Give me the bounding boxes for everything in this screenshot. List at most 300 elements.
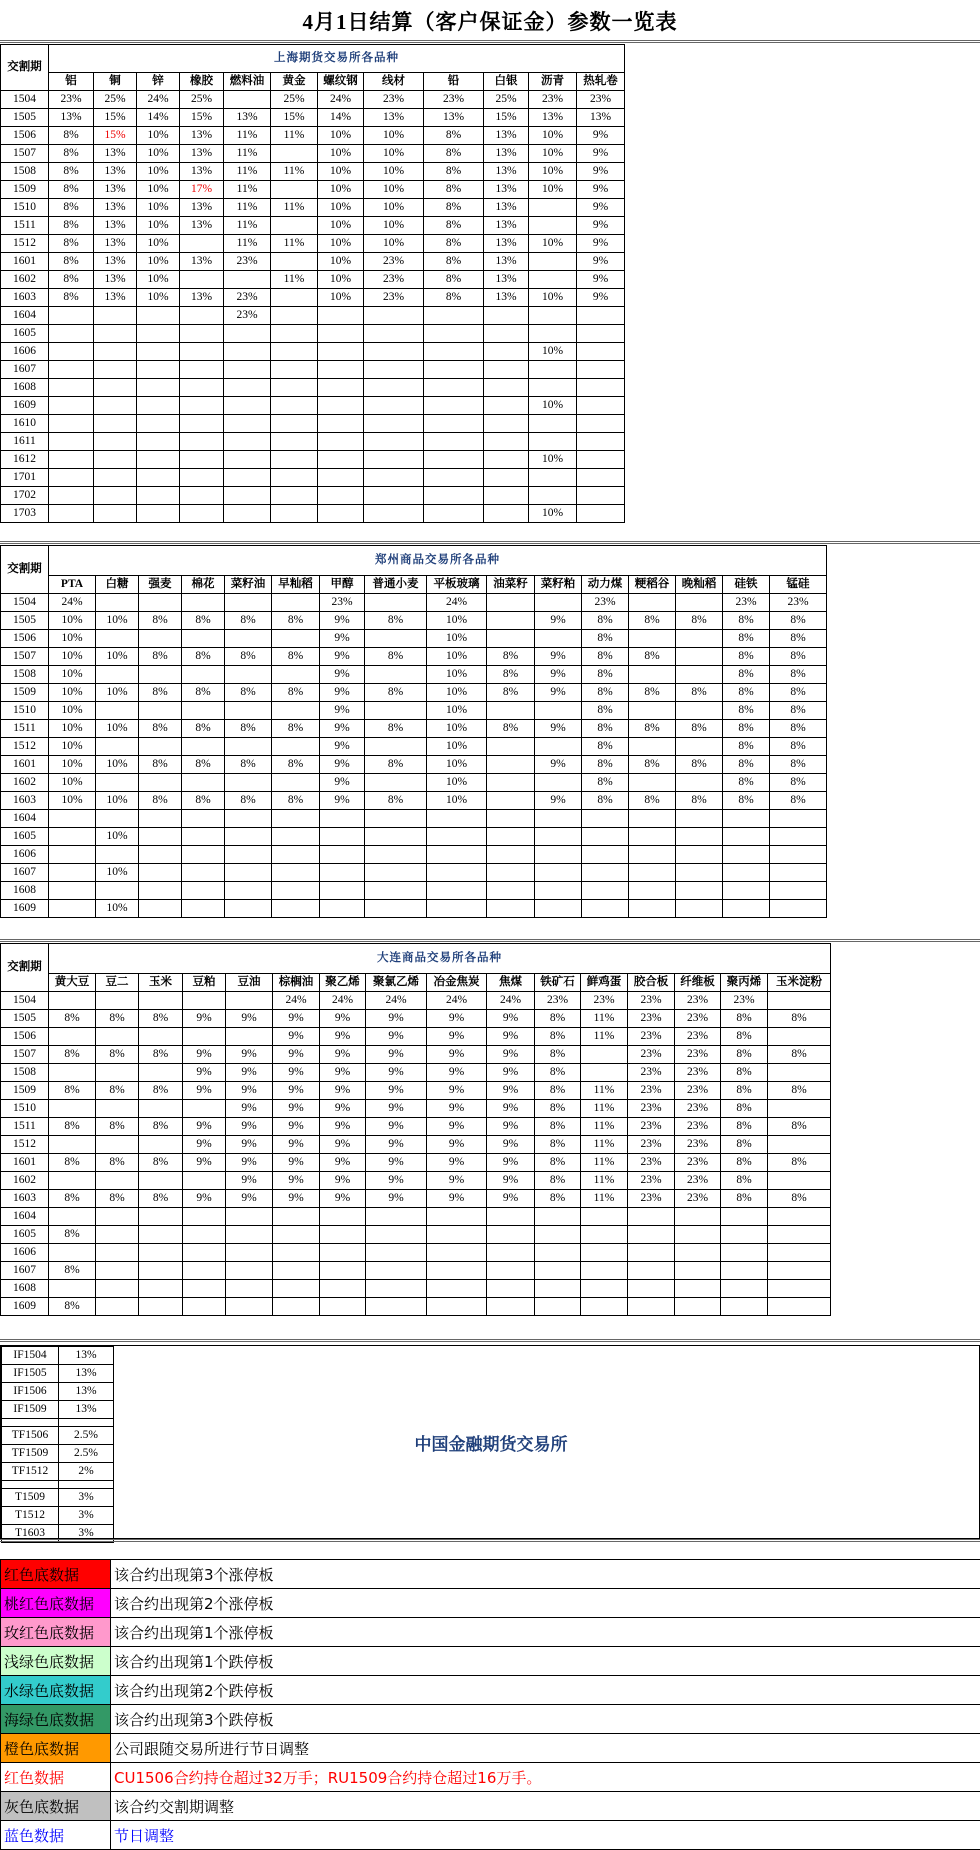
margin-cell	[224, 379, 271, 397]
delivery-month-cell: 1606	[1, 846, 49, 864]
margin-cell: 8%	[723, 738, 770, 756]
margin-cell	[318, 307, 364, 325]
margin-cell: 8%	[770, 612, 827, 630]
margin-cell: 10%	[137, 163, 180, 181]
margin-cell	[225, 738, 272, 756]
margin-cell	[424, 451, 484, 469]
margin-cell: 13%	[529, 109, 577, 127]
margin-cell	[137, 379, 180, 397]
margin-cell: 9%	[320, 630, 365, 648]
legend-swatch-label: 蓝色数据	[1, 1821, 111, 1850]
margin-cell	[768, 1100, 831, 1118]
margin-cell	[94, 325, 137, 343]
margin-cell	[139, 594, 182, 612]
margin-cell: 8%	[49, 1010, 96, 1028]
margin-cell	[225, 810, 272, 828]
margin-cell: 23%	[675, 1100, 721, 1118]
margin-cell: 10%	[318, 253, 364, 271]
margin-cell	[364, 433, 424, 451]
margin-cell	[225, 900, 272, 918]
margin-cell	[487, 612, 535, 630]
margin-cell	[272, 864, 320, 882]
margin-cell	[139, 1064, 183, 1082]
margin-cell: 8%	[365, 792, 427, 810]
margin-cell: 9%	[535, 792, 582, 810]
exchange-header-row	[1, 944, 831, 974]
margin-cell: 11%	[271, 199, 318, 217]
margin-cell	[94, 343, 137, 361]
delivery-month-cell: 1506	[1, 630, 49, 648]
margin-cell	[427, 846, 487, 864]
margin-cell	[487, 1244, 535, 1262]
margin-cell	[365, 630, 427, 648]
table-row	[1, 828, 827, 846]
margin-cell: 10%	[96, 684, 139, 702]
margin-cell: 13%	[180, 217, 224, 235]
margin-cell	[582, 882, 629, 900]
margin-cell: 23%	[721, 992, 768, 1010]
table-row	[1, 199, 625, 217]
margin-cell: 8%	[629, 648, 676, 666]
margin-cell: 8%	[723, 684, 770, 702]
margin-cell	[424, 487, 484, 505]
margin-cell	[675, 1244, 721, 1262]
delivery-month-cell: 1604	[1, 810, 49, 828]
margin-cell: 9%	[577, 199, 625, 217]
margin-cell	[577, 505, 625, 523]
divider	[0, 939, 980, 942]
margin-cell: 8%	[676, 612, 723, 630]
margin-cell	[272, 738, 320, 756]
margin-cell: 25%	[271, 91, 318, 109]
margin-cell: 15%	[94, 109, 137, 127]
margin-cell: 10%	[427, 774, 487, 792]
margin-cell: 10%	[427, 666, 487, 684]
delivery-month-cell: 1701	[1, 469, 49, 487]
margin-cell: 13%	[49, 109, 94, 127]
margin-cell: 9%	[427, 1136, 487, 1154]
margin-cell	[182, 882, 225, 900]
margin-cell: 9%	[183, 1082, 226, 1100]
margin-cell: 8%	[225, 792, 272, 810]
margin-cell: 9%	[535, 756, 582, 774]
margin-cell: 8%	[272, 720, 320, 738]
margin-cell	[96, 1244, 139, 1262]
dce-section	[0, 943, 831, 1316]
table-row	[1, 1190, 831, 1208]
margin-cell	[675, 1208, 721, 1226]
contract-cell: TF1506	[2, 1427, 59, 1445]
column-header: 菜籽粕	[535, 576, 582, 594]
margin-cell: 9%	[320, 1028, 366, 1046]
margin-cell	[49, 1136, 96, 1154]
margin-cell	[487, 756, 535, 774]
margin-cell	[364, 451, 424, 469]
margin-cell	[318, 379, 364, 397]
margin-cell: 13%	[180, 199, 224, 217]
margin-cell	[273, 1244, 320, 1262]
margin-cell: 8%	[139, 1082, 183, 1100]
delivery-month-cell: 1504	[1, 91, 49, 109]
margin-cell: 9%	[487, 1064, 535, 1082]
margin-cell	[427, 1244, 487, 1262]
table-row	[1, 325, 625, 343]
margin-cell	[676, 864, 723, 882]
margin-cell: 23%	[628, 1028, 675, 1046]
margin-cell: 8%	[182, 684, 225, 702]
margin-cell	[94, 307, 137, 325]
margin-cell: 3%	[59, 1525, 114, 1543]
margin-cell	[768, 1136, 831, 1154]
margin-cell	[318, 415, 364, 433]
margin-cell: 8%	[723, 612, 770, 630]
margin-cell: 8%	[768, 1082, 831, 1100]
margin-cell	[137, 325, 180, 343]
margin-cell	[225, 774, 272, 792]
margin-cell	[139, 1172, 183, 1190]
margin-cell	[365, 810, 427, 828]
margin-cell: 9%	[183, 1010, 226, 1028]
table-row	[1, 1136, 831, 1154]
margin-cell: 9%	[183, 1190, 226, 1208]
margin-cell: 8%	[139, 1118, 183, 1136]
margin-cell: 9%	[183, 1154, 226, 1172]
margin-cell: 9%	[226, 1100, 273, 1118]
margin-cell: 9%	[320, 792, 365, 810]
margin-cell	[96, 1172, 139, 1190]
margin-cell: 24%	[49, 594, 96, 612]
margin-cell	[487, 792, 535, 810]
margin-cell	[182, 846, 225, 864]
margin-cell	[535, 828, 582, 846]
margin-cell	[224, 451, 271, 469]
margin-cell: 23%	[675, 992, 721, 1010]
margin-cell	[628, 1244, 675, 1262]
margin-cell	[271, 397, 318, 415]
margin-cell	[721, 1298, 768, 1316]
margin-cell: 10%	[137, 289, 180, 307]
margin-cell: 9%	[487, 1046, 535, 1064]
contract-cell: IF1505	[2, 1365, 59, 1383]
table-row	[1, 648, 827, 666]
margin-cell: 10%	[529, 343, 577, 361]
margin-cell	[180, 487, 224, 505]
margin-cell: 9%	[366, 1082, 427, 1100]
table-row	[1, 235, 625, 253]
margin-cell	[628, 1262, 675, 1280]
margin-cell: 10%	[529, 397, 577, 415]
margin-cell: 10%	[427, 720, 487, 738]
legend-description: 该合约出现第3个跌停板	[111, 1705, 980, 1734]
shfe-section	[0, 44, 625, 523]
margin-cell: 8%	[424, 253, 484, 271]
table-row	[2, 1445, 114, 1463]
column-header: 晚籼稻	[676, 576, 723, 594]
table-row	[1, 217, 625, 235]
delivery-month-cell: 1609	[1, 900, 49, 918]
contract-cell: T1512	[2, 1507, 59, 1525]
margin-cell	[318, 505, 364, 523]
margin-cell	[427, 1280, 487, 1298]
margin-cell	[96, 1280, 139, 1298]
margin-cell	[180, 235, 224, 253]
delivery-month-cell: 1703	[1, 505, 49, 523]
margin-cell	[139, 828, 182, 846]
column-header: 豆二	[96, 974, 139, 992]
margin-cell: 8%	[49, 253, 94, 271]
margin-cell	[535, 846, 582, 864]
margin-cell: 8%	[49, 163, 94, 181]
margin-cell: 8%	[770, 738, 827, 756]
margin-cell: 8%	[182, 612, 225, 630]
column-header: 玉米	[139, 974, 183, 992]
margin-cell: 13%	[94, 181, 137, 199]
table-row	[1, 1028, 831, 1046]
margin-cell	[364, 505, 424, 523]
margin-cell: 10%	[49, 630, 96, 648]
margin-cell	[225, 864, 272, 882]
table-row	[1, 594, 827, 612]
margin-cell: 11%	[271, 163, 318, 181]
margin-cell: 9%	[366, 1028, 427, 1046]
column-header: 橡胶	[180, 73, 224, 91]
margin-cell	[628, 1280, 675, 1298]
margin-cell: 9%	[273, 1064, 320, 1082]
margin-cell	[183, 1244, 226, 1262]
margin-cell	[183, 1028, 226, 1046]
margin-cell: 8%	[487, 720, 535, 738]
margin-cell: 11%	[581, 1100, 628, 1118]
margin-cell: 8%	[676, 792, 723, 810]
margin-cell: 13%	[484, 289, 529, 307]
margin-cell: 9%	[487, 1028, 535, 1046]
margin-cell	[676, 774, 723, 792]
column-header: 白银	[484, 73, 529, 91]
margin-cell: 23%	[49, 91, 94, 109]
margin-cell: 9%	[487, 1100, 535, 1118]
legend-swatch-label: 海绿色底数据	[1, 1705, 111, 1734]
margin-cell: 13%	[484, 253, 529, 271]
margin-cell	[629, 828, 676, 846]
margin-cell	[318, 451, 364, 469]
margin-cell	[59, 1419, 114, 1427]
margin-cell	[768, 1280, 831, 1298]
margin-cell	[139, 1226, 183, 1244]
margin-cell: 8%	[582, 792, 629, 810]
margin-cell	[224, 343, 271, 361]
margin-cell: 25%	[94, 91, 137, 109]
margin-cell	[768, 992, 831, 1010]
margin-cell	[487, 828, 535, 846]
margin-cell	[365, 702, 427, 720]
delivery-month-cell: 1608	[1, 379, 49, 397]
margin-cell	[183, 1208, 226, 1226]
margin-cell	[139, 992, 183, 1010]
margin-cell: 23%	[628, 1064, 675, 1082]
column-header-row	[1, 974, 831, 992]
margin-cell	[770, 846, 827, 864]
margin-cell: 8%	[96, 1010, 139, 1028]
margin-cell	[366, 1262, 427, 1280]
divider	[0, 1339, 980, 1342]
margin-cell: 15%	[271, 109, 318, 127]
margin-cell	[577, 397, 625, 415]
margin-cell: 8%	[535, 1010, 581, 1028]
delivery-month-cell: 1605	[1, 325, 49, 343]
margin-cell	[226, 1280, 273, 1298]
margin-cell: 9%	[320, 1082, 366, 1100]
margin-cell	[676, 666, 723, 684]
margin-cell	[577, 307, 625, 325]
table-row	[1, 343, 625, 361]
margin-cell: 10%	[427, 792, 487, 810]
margin-cell: 13%	[364, 109, 424, 127]
delivery-month-cell: 1506	[1, 127, 49, 145]
margin-cell	[535, 702, 582, 720]
margin-cell: 13%	[577, 109, 625, 127]
margin-cell: 10%	[49, 684, 96, 702]
delivery-month-cell: 1507	[1, 145, 49, 163]
margin-cell: 13%	[180, 289, 224, 307]
margin-cell	[768, 1172, 831, 1190]
margin-cell: 10%	[96, 756, 139, 774]
margin-cell	[180, 379, 224, 397]
margin-cell	[139, 846, 182, 864]
margin-cell: 8%	[139, 684, 182, 702]
margin-cell	[94, 415, 137, 433]
margin-cell: 8%	[582, 738, 629, 756]
margin-cell: 10%	[427, 648, 487, 666]
margin-cell	[675, 1262, 721, 1280]
margin-cell: 10%	[427, 684, 487, 702]
margin-cell	[137, 451, 180, 469]
margin-cell: 10%	[318, 127, 364, 145]
legend-row	[1, 1821, 980, 1850]
delivery-month-cell: 1702	[1, 487, 49, 505]
margin-cell: 8%	[49, 217, 94, 235]
margin-cell: 8%	[424, 163, 484, 181]
margin-cell	[137, 397, 180, 415]
table-row	[1, 1100, 831, 1118]
margin-cell	[629, 774, 676, 792]
column-header: 热轧卷	[577, 73, 625, 91]
margin-cell	[770, 864, 827, 882]
margin-cell	[577, 343, 625, 361]
margin-cell: 11%	[581, 1172, 628, 1190]
margin-cell	[364, 397, 424, 415]
margin-cell: 10%	[137, 181, 180, 199]
margin-cell	[271, 379, 318, 397]
margin-cell	[770, 882, 827, 900]
table-row	[1, 882, 827, 900]
margin-cell: 8%	[582, 774, 629, 792]
margin-cell	[224, 433, 271, 451]
margin-cell: 10%	[529, 145, 577, 163]
delivery-month-cell: 1504	[1, 594, 49, 612]
margin-cell	[272, 810, 320, 828]
margin-cell: 10%	[364, 181, 424, 199]
margin-cell	[582, 864, 629, 882]
delivery-month-cell: 1604	[1, 1208, 49, 1226]
margin-cell: 13%	[224, 109, 271, 127]
margin-cell: 23%	[424, 91, 484, 109]
exchange-header-row	[1, 45, 625, 73]
margin-cell: 23%	[675, 1118, 721, 1136]
margin-cell	[49, 828, 96, 846]
margin-cell: 10%	[427, 630, 487, 648]
margin-cell: 8%	[629, 720, 676, 738]
margin-cell	[535, 1226, 581, 1244]
margin-cell: 8%	[49, 1082, 96, 1100]
margin-cell: 8%	[723, 774, 770, 792]
margin-cell	[49, 1208, 96, 1226]
contract-cell: TF1509	[2, 1445, 59, 1463]
margin-cell: 8%	[535, 1028, 581, 1046]
margin-cell: 8%	[139, 612, 182, 630]
margin-cell: 8%	[770, 702, 827, 720]
margin-cell	[94, 469, 137, 487]
margin-cell	[318, 487, 364, 505]
margin-cell: 9%	[320, 738, 365, 756]
margin-cell	[96, 1028, 139, 1046]
margin-cell: 11%	[271, 271, 318, 289]
delivery-month-cell: 1601	[1, 253, 49, 271]
margin-cell: 10%	[49, 792, 96, 810]
margin-cell: 9%	[320, 612, 365, 630]
margin-cell: 13%	[94, 253, 137, 271]
margin-cell	[629, 702, 676, 720]
margin-cell: 8%	[676, 756, 723, 774]
margin-cell: 8%	[721, 1154, 768, 1172]
shfe-exchange-name: 上海期货交易所各品种	[49, 45, 625, 73]
delivery-month-cell: 1601	[1, 756, 49, 774]
margin-cell	[96, 666, 139, 684]
margin-cell	[49, 1100, 96, 1118]
margin-cell	[535, 738, 582, 756]
margin-cell	[424, 361, 484, 379]
exchange-header-row	[1, 546, 827, 576]
margin-cell	[225, 702, 272, 720]
column-header: 鲜鸡蛋	[581, 974, 628, 992]
margin-cell: 10%	[49, 648, 96, 666]
margin-cell	[180, 469, 224, 487]
margin-cell: 10%	[364, 163, 424, 181]
margin-cell: 23%	[628, 1136, 675, 1154]
margin-cell: 9%	[535, 720, 582, 738]
margin-cell: 23%	[364, 91, 424, 109]
column-header: 聚氯乙烯	[366, 974, 427, 992]
margin-cell: 10%	[318, 217, 364, 235]
delivery-month-cell: 1511	[1, 1118, 49, 1136]
margin-cell: 8%	[582, 702, 629, 720]
table-row	[1, 1046, 831, 1064]
delivery-month-cell: 1510	[1, 199, 49, 217]
margin-cell	[675, 1280, 721, 1298]
margin-cell	[96, 1064, 139, 1082]
margin-cell	[180, 325, 224, 343]
margin-cell	[582, 810, 629, 828]
margin-cell	[629, 666, 676, 684]
margin-cell: 23%	[723, 594, 770, 612]
margin-cell	[271, 451, 318, 469]
margin-cell	[529, 415, 577, 433]
margin-cell	[366, 1280, 427, 1298]
margin-cell: 8%	[723, 702, 770, 720]
column-header: 锰硅	[770, 576, 827, 594]
margin-cell	[535, 864, 582, 882]
legend-swatch-label: 红色数据	[1, 1763, 111, 1792]
margin-cell: 11%	[581, 1010, 628, 1028]
